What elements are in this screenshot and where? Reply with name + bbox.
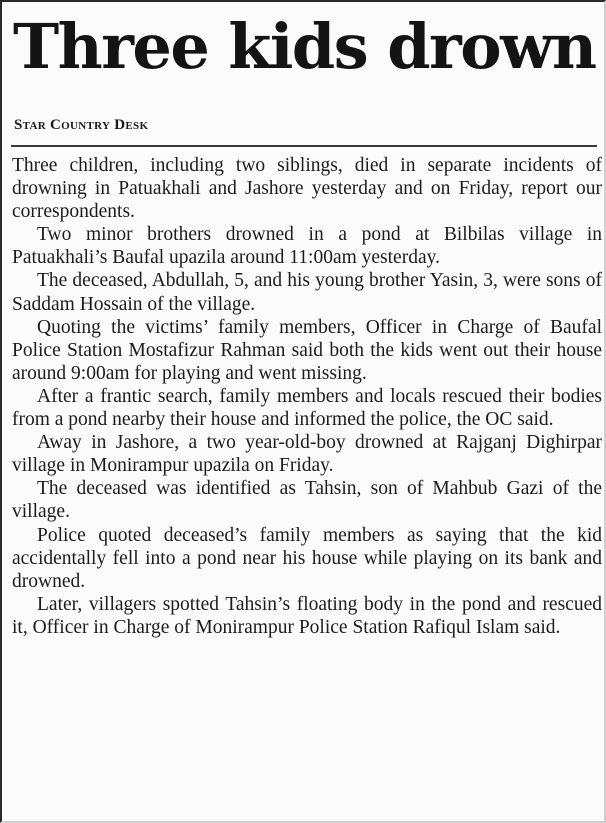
paragraph-1: Three children, including two siblings, died in separate incidents of drowning in Patuakhali and Jashore yesterday and on Friday, report our correspondents. [12, 155, 602, 223]
paragraph-8: Police quoted deceased’s family members as saying that the kid accidentally fell into a pond near his house while playing on its bank and drowned. [12, 524, 602, 592]
paragraph-6: Away in Jashore, a two year-old-boy drowned at Rajganj Dighirpar village in Monirampur upazila on Friday. [12, 432, 602, 477]
paragraph-3: The deceased, Abdullah, 5, and his young brother Yasin, 3, were sons of Saddam Hossain of the village. [12, 270, 602, 315]
paragraph-7: The deceased was identified as Tahsin, son of Mahbub Gazi of the village. [12, 478, 602, 523]
paragraph-5: After a frantic search, family members and locals rescued their bodies from a pond nearby their house and informed the police, the OC said. [12, 385, 602, 431]
paragraph-2: Two minor brothers drowned in a pond at Bilbilas village in Patuakhali’s Baufal upazila around 11:00am yesterday. [12, 224, 602, 269]
byline-rule [11, 145, 597, 147]
byline: Star Country Desk [14, 117, 149, 133]
paragraph-4: Quoting the victims’ family members, Officer in Charge of Baufal Police Station Mostafizur Rahman said both the kids went out their house around 9:00am for playing and went missing. [12, 316, 602, 384]
article-body [12, 154, 602, 639]
paragraph-9: Later, villagers spotted Tahsin’s floating body in the pond and rescued it, Officer in Charge of Monirampur Police Station Rafiqul Islam said. [12, 593, 602, 638]
headline: Three kids drown [13, 10, 596, 83]
